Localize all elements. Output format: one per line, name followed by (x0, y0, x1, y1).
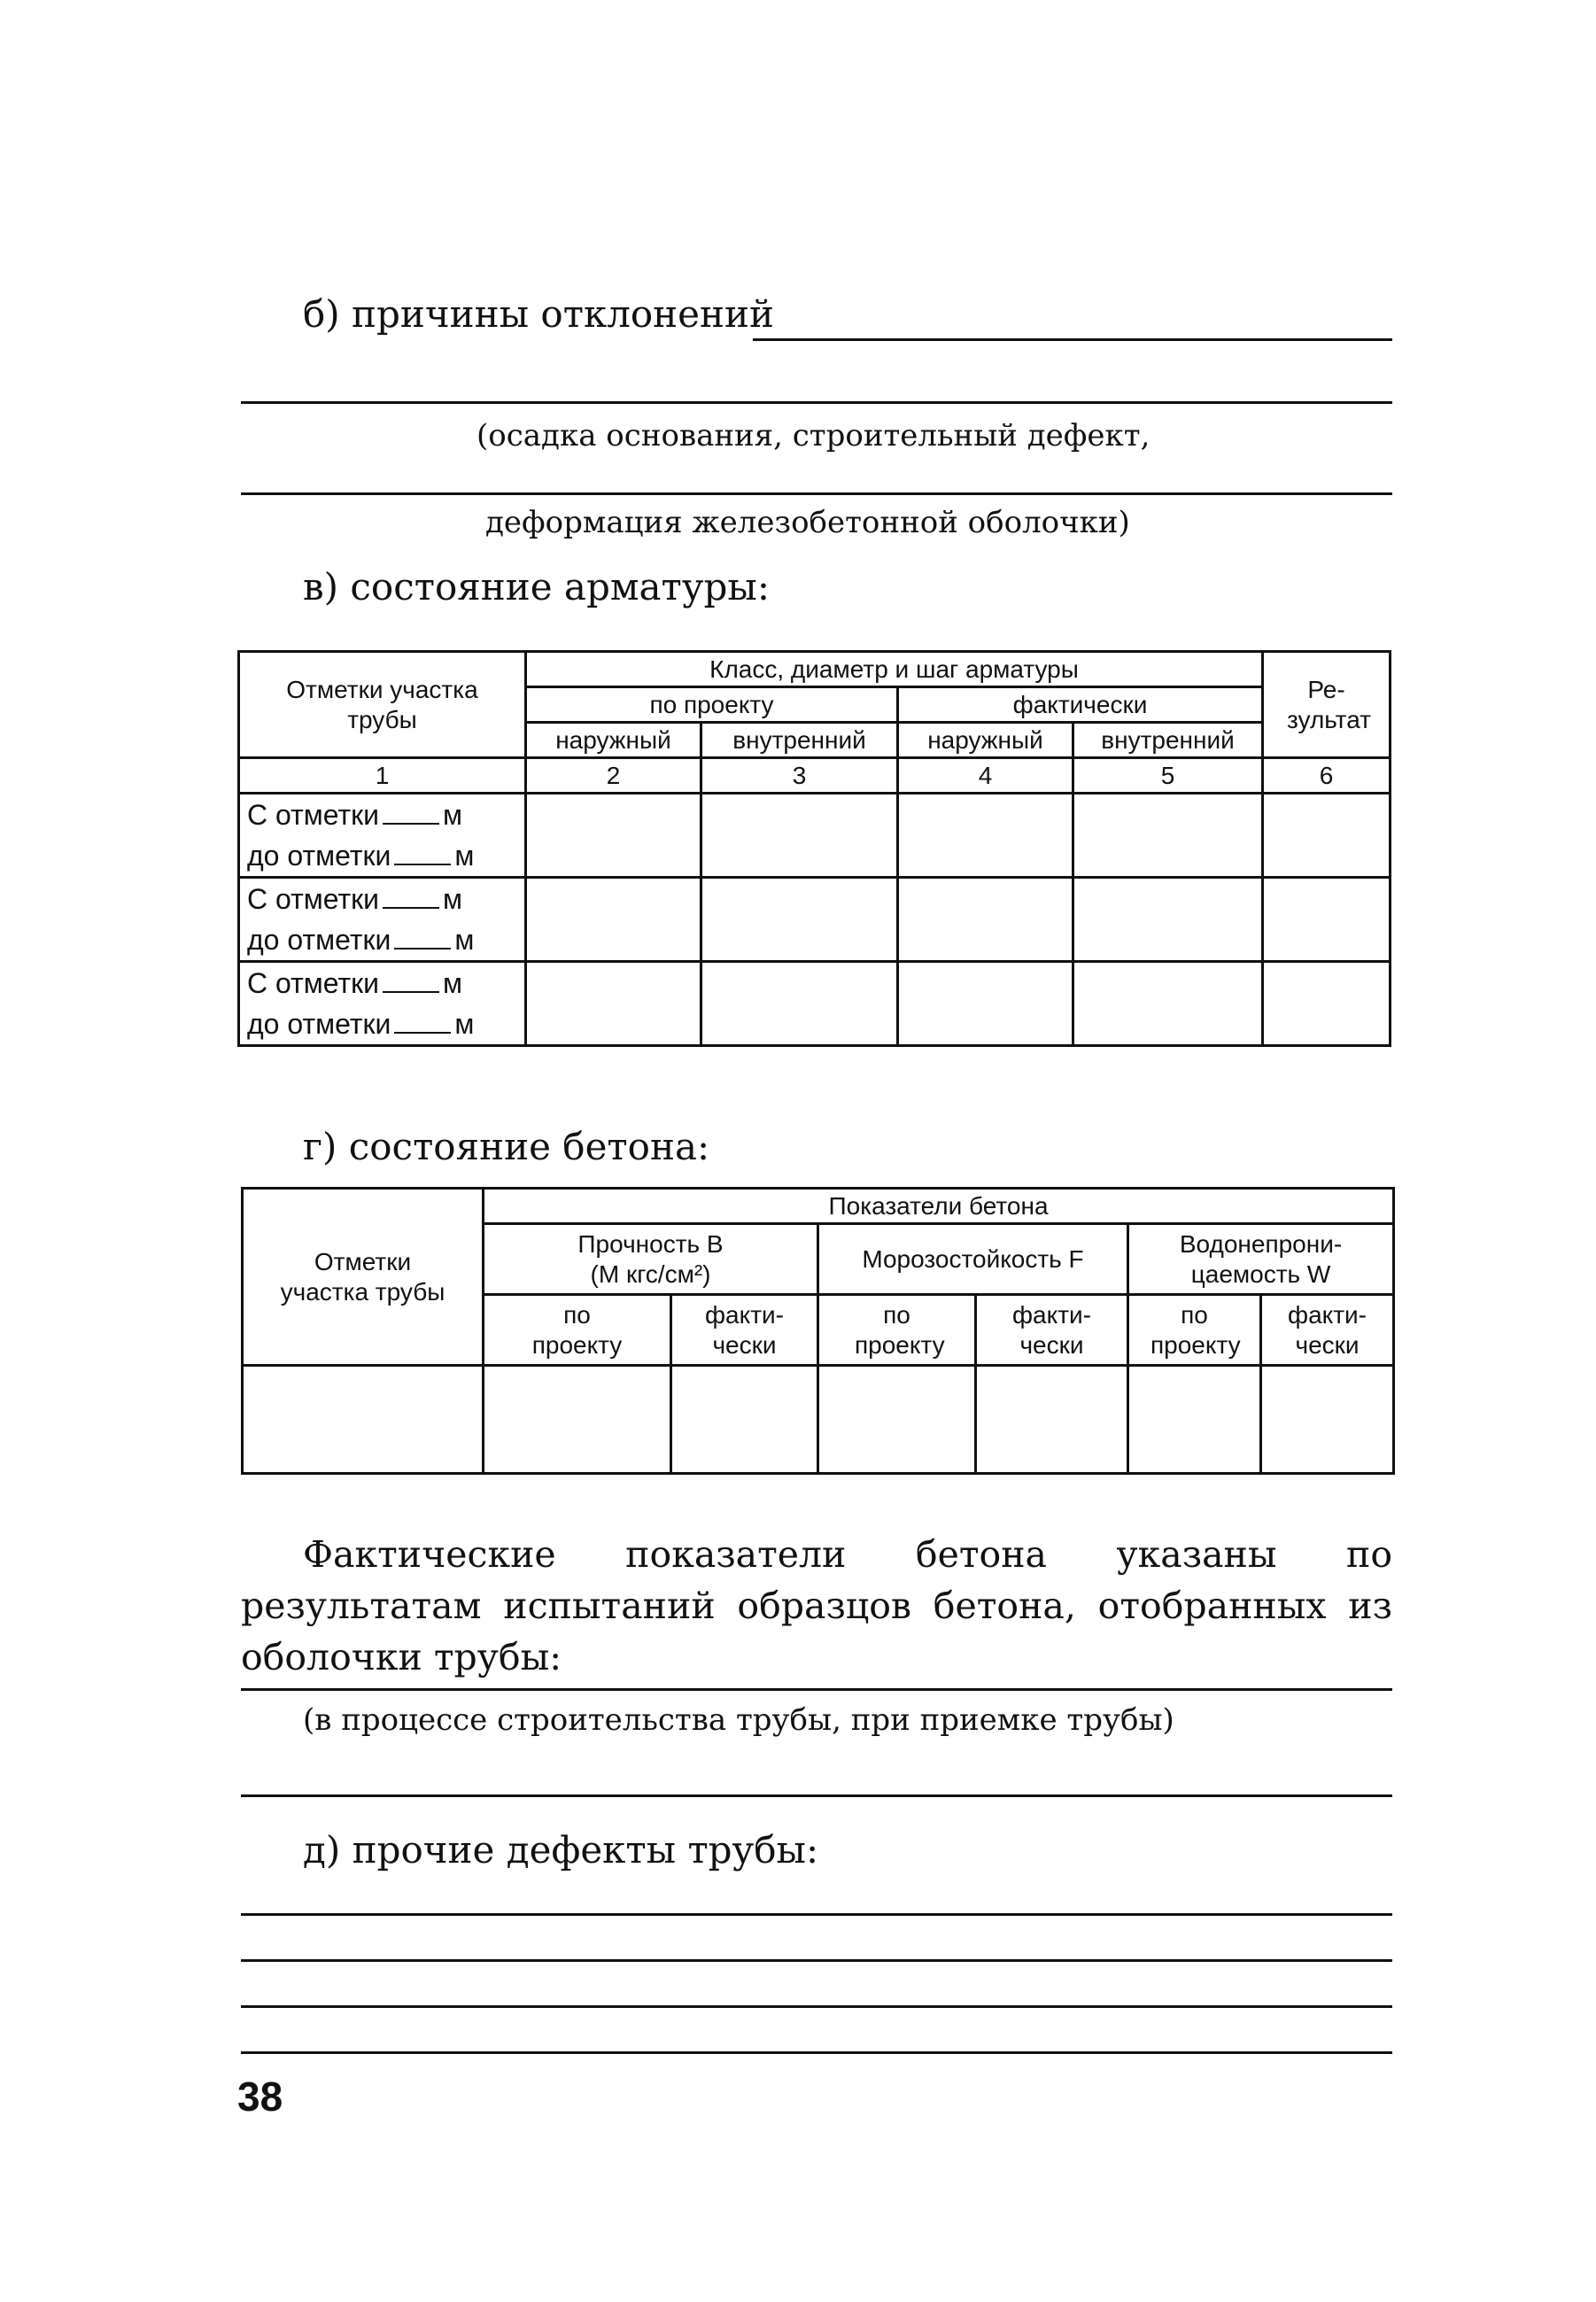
section-b-line-3[interactable] (241, 492, 1392, 495)
table-cell[interactable] (898, 878, 1073, 962)
concrete-table (241, 1187, 1395, 1475)
table-cell[interactable] (484, 1366, 671, 1474)
subheader-design: по проекту (526, 687, 898, 723)
results-line-2[interactable] (241, 1794, 1392, 1797)
table-cell[interactable] (1073, 962, 1263, 1046)
table-row (239, 794, 1391, 878)
col-header-sections: Отметки участка трубы (239, 652, 526, 758)
table-cell[interactable] (1073, 794, 1263, 878)
subheader-design: по проекту (818, 1295, 976, 1366)
page-number: 38 (237, 2073, 283, 2120)
results-note: (в процессе строительства трубы, при приемке трубы) (303, 1702, 1174, 1738)
table-cell[interactable] (701, 794, 898, 878)
table-cell[interactable] (526, 794, 701, 878)
subheader-actual-inner: внутренний (1073, 723, 1263, 758)
table-row (243, 1366, 1394, 1474)
table-row (239, 878, 1391, 962)
section-b-line-2[interactable] (241, 401, 1392, 404)
section-d-line-2[interactable] (241, 1959, 1392, 1962)
subheader-water-tightness: Водонепрони-цаемость W (1128, 1224, 1394, 1295)
table-cell[interactable] (526, 962, 701, 1046)
subheader-strength: Прочность B (М кгс/см²) (484, 1224, 818, 1295)
reinforcement-table (237, 650, 1391, 1047)
table-cell[interactable] (1263, 878, 1391, 962)
table-cell[interactable] (1263, 794, 1391, 878)
subheader-actual-outer: наружный (898, 723, 1073, 758)
subheader-frost-resistance: Морозостойкость F (818, 1224, 1128, 1295)
table-cell[interactable] (818, 1366, 976, 1474)
col-number-1: 1 (239, 758, 526, 794)
results-fill-line[interactable] (241, 1688, 1392, 1691)
table-cell[interactable] (898, 962, 1073, 1046)
col-header-result: Ре-зультат (1263, 652, 1391, 758)
section-d-label: д) прочие дефекты трубы: (303, 1828, 819, 1872)
table-cell[interactable] (526, 878, 701, 962)
col-header-sections: Отметки участка трубы (243, 1189, 484, 1366)
col-header-concrete-indicators: Показатели бетона (484, 1189, 1394, 1224)
results-paragraph: Фактические показатели бетона указаны по результатам испытаний образцов бетона, отобранных из оболочки трубы: (241, 1533, 1392, 1678)
row-range-label: С отметки м до отметки м (239, 878, 526, 962)
table-cell[interactable] (243, 1366, 484, 1474)
col-number-3: 3 (701, 758, 898, 794)
section-v-label: в) состояние арматуры: (303, 565, 770, 608)
subheader-actual: факти-чески (1261, 1295, 1394, 1366)
subheader-design-outer: наружный (526, 723, 701, 758)
subheader-actual: факти-чески (671, 1295, 818, 1366)
subheader-design-inner: внутренний (701, 723, 898, 758)
table-cell[interactable] (671, 1366, 818, 1474)
col-number-5: 5 (1073, 758, 1263, 794)
section-d-line-4[interactable] (241, 2051, 1392, 2054)
subheader-design: по проекту (484, 1295, 671, 1366)
section-b-note-1: (осадка основания, строительный дефект, (476, 418, 1151, 453)
table-cell[interactable] (701, 962, 898, 1046)
table-cell[interactable] (1128, 1366, 1261, 1474)
col-header-reinforcement: Класс, диаметр и шаг арматуры (526, 652, 1263, 687)
subheader-actual: факти-чески (976, 1295, 1128, 1366)
table-row (239, 962, 1391, 1046)
section-d-line-1[interactable] (241, 1913, 1392, 1916)
section-b-label: б) причины отклонений (303, 292, 774, 336)
section-d-line-3[interactable] (241, 2005, 1392, 2008)
subheader-actual: фактически (898, 687, 1263, 723)
table-cell[interactable] (701, 878, 898, 962)
subheader-design: по проекту (1128, 1295, 1261, 1366)
row-range-label: С отметки м до отметки м (239, 794, 526, 878)
table-cell[interactable] (1261, 1366, 1394, 1474)
table-cell[interactable] (898, 794, 1073, 878)
table-cell[interactable] (1073, 878, 1263, 962)
row-range-label: С отметки м до отметки м (239, 962, 526, 1046)
table-cell[interactable] (976, 1366, 1128, 1474)
col-number-4: 4 (898, 758, 1073, 794)
section-g-label: г) состояние бетона: (303, 1125, 710, 1168)
section-b-note-2: деформация железобетонной оболочки) (485, 505, 1130, 540)
col-number-2: 2 (526, 758, 701, 794)
section-b-fill-line[interactable] (753, 338, 1392, 341)
table-cell[interactable] (1263, 962, 1391, 1046)
col-number-6: 6 (1263, 758, 1391, 794)
